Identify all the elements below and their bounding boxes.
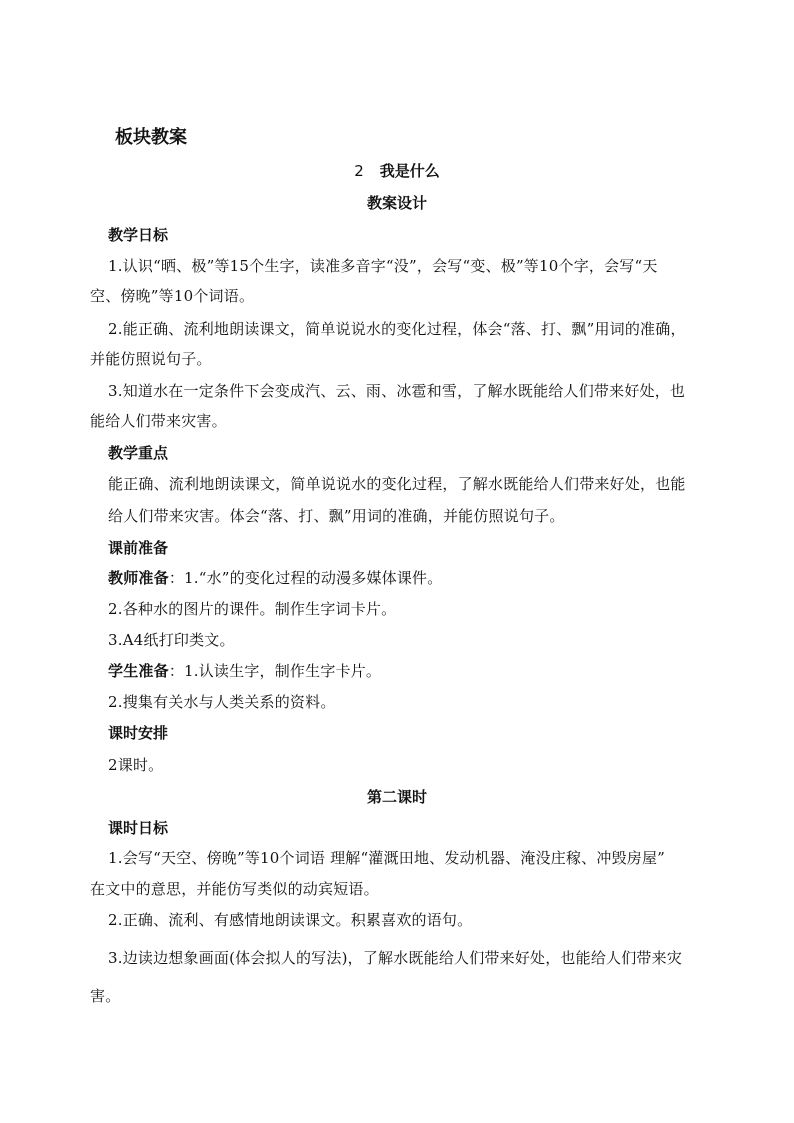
period-goal-2: 2.正确、流利、有感情地朗读课文。积累喜欢的语句。 (108, 911, 473, 929)
teacher-prep-line-2: 2.各种水的图片的课件。制作生字词卡片。 (108, 600, 397, 618)
goal-1-line-2: 空、傍晚”等10个词语。 (90, 287, 255, 305)
teaching-goals-heading: 教学日标 (108, 226, 169, 244)
student-prep-line-2: 2.搜集有关水与人类关系的资料。 (108, 693, 336, 711)
teacher-prep-label: 教师准备 (108, 569, 169, 587)
block-title: 板块教案 (115, 127, 187, 148)
student-prep-text: ：1.认读生字，制作生字卡片。 (168, 662, 382, 680)
lesson-title-text: 我是什么 (379, 162, 440, 180)
teacher-prep-line-3: 3.A4纸打印类文。 (108, 631, 235, 649)
goal-2-line-2: 并能仿照说句子。 (90, 350, 212, 368)
goal-3-line-1: 3.知道水在一定条件下会变成汽、云、雨、冰雹和雪，了解水既能给人们带来好处，也 (108, 382, 686, 400)
lesson-number: 2 (354, 162, 364, 180)
key-points-line-2: 给人们带来灾害。体会“落、打、飘”用词的准确，并能仿照说句子。 (108, 507, 565, 525)
student-prep-label: 学生准备 (108, 662, 169, 680)
schedule-heading: 课时安排 (108, 724, 169, 742)
student-prep-line-1 (108, 660, 381, 682)
period-goal-1-line-1: 1.会写“天空、傍晚”等10个词语 理解“灌溉田地、发动机器、淹没庄稼、冲毁房屋” (108, 849, 666, 867)
schedule-value: 2课时。 (108, 756, 164, 774)
period-goal-3-line-1: 3.边读边想象画面(体会拟人的写法)，了解水既能给人们带来好处，也能给人们带来灾 (108, 949, 683, 967)
lesson-title (0, 160, 794, 182)
teacher-prep-line-1 (108, 567, 442, 589)
preparation-heading: 课前准备 (108, 539, 169, 557)
teacher-prep-text: ：1.“水”的变化过程的动漫多媒体课件。 (168, 569, 443, 587)
period-goal-1-line-2: 在文中的意思，并能仿写类似的动宾短语。 (90, 880, 379, 898)
goal-3-line-2: 能给人们带来灾害。 (90, 412, 227, 430)
key-points-line-1: 能正确、流利地朗读课文，简单说说水的变化过程，了解水既能给人们带来好处，也能 (108, 475, 686, 493)
period-goals-heading: 课时日标 (108, 819, 169, 837)
goal-2-line-1: 2.能正确、流利地朗读课文，简单说说水的变化过程，体会“落、打、飘”用词的准确， (108, 320, 686, 338)
goal-1-line-1: 1.认识“晒、极”等15个生字，读准多音字“没”，会写“变、极”等10个字，会写“天 (108, 257, 658, 275)
second-period-title: 第二课时 (366, 788, 427, 806)
key-points-heading: 教学重点 (108, 444, 169, 462)
design-title: 教案设计 (366, 194, 427, 212)
period-goal-3-line-2: 害。 (90, 987, 121, 1005)
